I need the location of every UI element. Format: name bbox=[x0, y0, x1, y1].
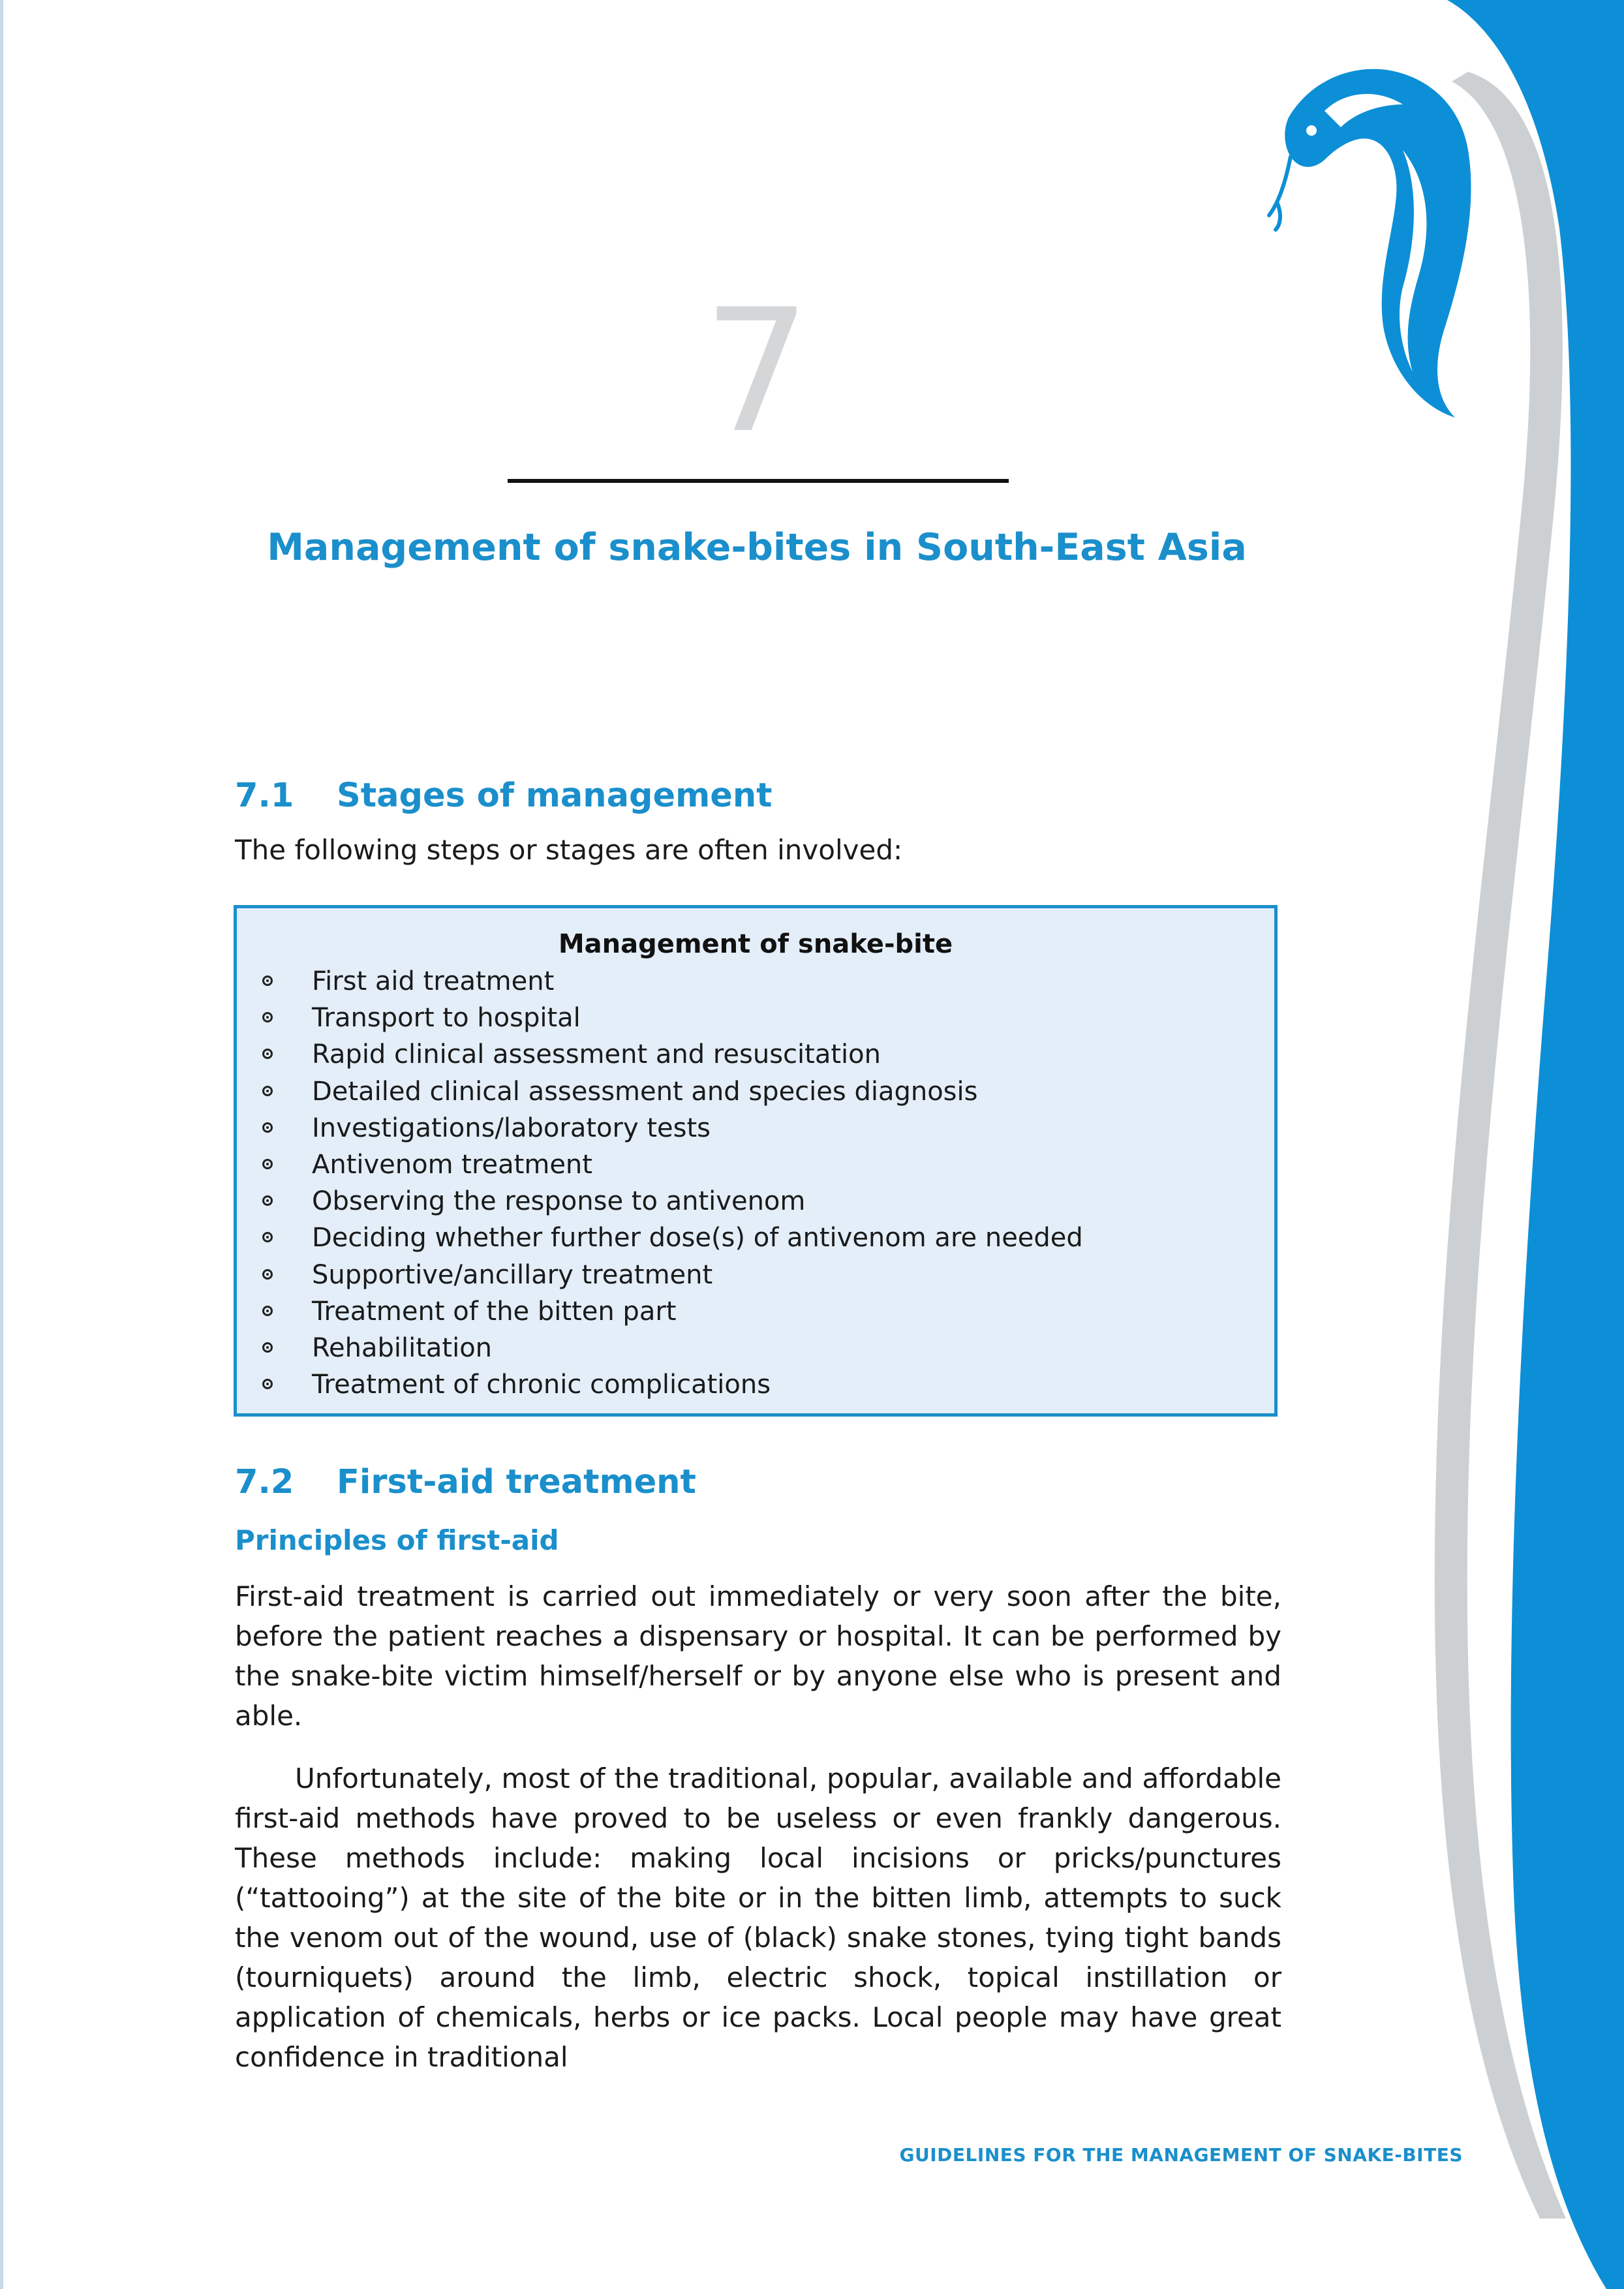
bullet-icon bbox=[262, 1195, 273, 1206]
list-item-text: Rapid clinical assessment and resuscitation bbox=[312, 1039, 881, 1070]
section-title: First-aid treatment bbox=[337, 1463, 696, 1501]
list-item bbox=[237, 1146, 1083, 1183]
section-heading-7-1 bbox=[235, 776, 773, 815]
section-heading-7-2 bbox=[235, 1463, 696, 1501]
list-item-text: Investigations/laboratory tests bbox=[312, 1113, 711, 1143]
management-box bbox=[234, 905, 1278, 1417]
bullet-icon bbox=[262, 1269, 273, 1280]
bullet-icon bbox=[262, 1342, 273, 1353]
list-item bbox=[237, 1073, 1083, 1110]
bullet-icon bbox=[262, 1232, 273, 1242]
body-paragraph: Unfortunately, most of the traditional, popular, available and affordable first-aid methods have proved to be useless or even frankly dangerous. These methods include: making local incisions or pricks/punctures (“tattooing”) at the site of the bite or in the bitten limb, attempts to suck the venom out of the wound, use of (black) snake stones, tying tight bands (tourniquets) around the limb, electric shock, topical instillation or application of chemicals, herbs or ice packs. Local people may have great confidence in traditional bbox=[235, 1762, 1281, 2073]
list-item-text: Transport to hospital bbox=[312, 1003, 581, 1034]
list-item-text: Rehabilitation bbox=[312, 1332, 493, 1363]
chapter-number: 7 bbox=[703, 273, 811, 470]
body-paragraph: First-aid treatment is carried out immediately or very soon after the bite, before the patient reaches a dispensary or hospital. It can be performed by the snake-bite victim himself/herself or by anyone else who is present and able. bbox=[235, 1580, 1281, 1732]
list-item bbox=[237, 1257, 1083, 1293]
list-item bbox=[237, 1293, 1083, 1330]
list-item-text: Observing the response to antivenom bbox=[312, 1186, 806, 1217]
list-item-text: Treatment of the bitten part bbox=[312, 1296, 677, 1327]
chapter-title: Management of snake-bites in South-East Asia bbox=[267, 526, 1247, 569]
bullet-icon bbox=[262, 1159, 273, 1169]
list-item bbox=[237, 1220, 1083, 1256]
subsection-heading: Principles of first-aid bbox=[235, 1524, 559, 1556]
bullet-icon bbox=[262, 1306, 273, 1316]
bullet-icon bbox=[262, 1049, 273, 1059]
bullet-icon bbox=[262, 1379, 273, 1389]
chapter-rule bbox=[508, 479, 1009, 483]
list-item bbox=[237, 1366, 1083, 1403]
list-item-text: First aid treatment bbox=[312, 966, 555, 996]
list-item bbox=[237, 1330, 1083, 1366]
list-item bbox=[237, 1036, 1083, 1073]
list-item-text: Detailed clinical assessment and species diagnosis bbox=[312, 1076, 978, 1107]
box-title: Management of snake-bite bbox=[558, 929, 953, 959]
list-item bbox=[237, 1000, 1083, 1036]
management-steps-list bbox=[237, 963, 1083, 1403]
list-item-text: Supportive/ancillary treatment bbox=[312, 1259, 713, 1290]
list-item-text: Deciding whether further dose(s) of antivenom are needed bbox=[312, 1223, 1083, 1253]
section-number: 7.1 bbox=[235, 776, 294, 815]
section-title: Stages of management bbox=[337, 776, 773, 815]
list-item bbox=[237, 1183, 1083, 1220]
bullet-icon bbox=[262, 1122, 273, 1133]
bullet-icon bbox=[262, 1086, 273, 1096]
running-footer: GUIDELINES FOR THE MANAGEMENT OF SNAKE-BITES bbox=[899, 2144, 1463, 2166]
section-number: 7.2 bbox=[235, 1463, 294, 1501]
bullet-icon bbox=[262, 1012, 273, 1022]
list-item bbox=[237, 1110, 1083, 1146]
list-item-text: Antivenom treatment bbox=[312, 1149, 592, 1180]
list-item-text: Treatment of chronic complications bbox=[312, 1370, 771, 1400]
bullet-icon bbox=[262, 976, 273, 986]
section-intro: The following steps or stages are often involved: bbox=[235, 834, 903, 866]
list-item bbox=[237, 963, 1083, 1000]
